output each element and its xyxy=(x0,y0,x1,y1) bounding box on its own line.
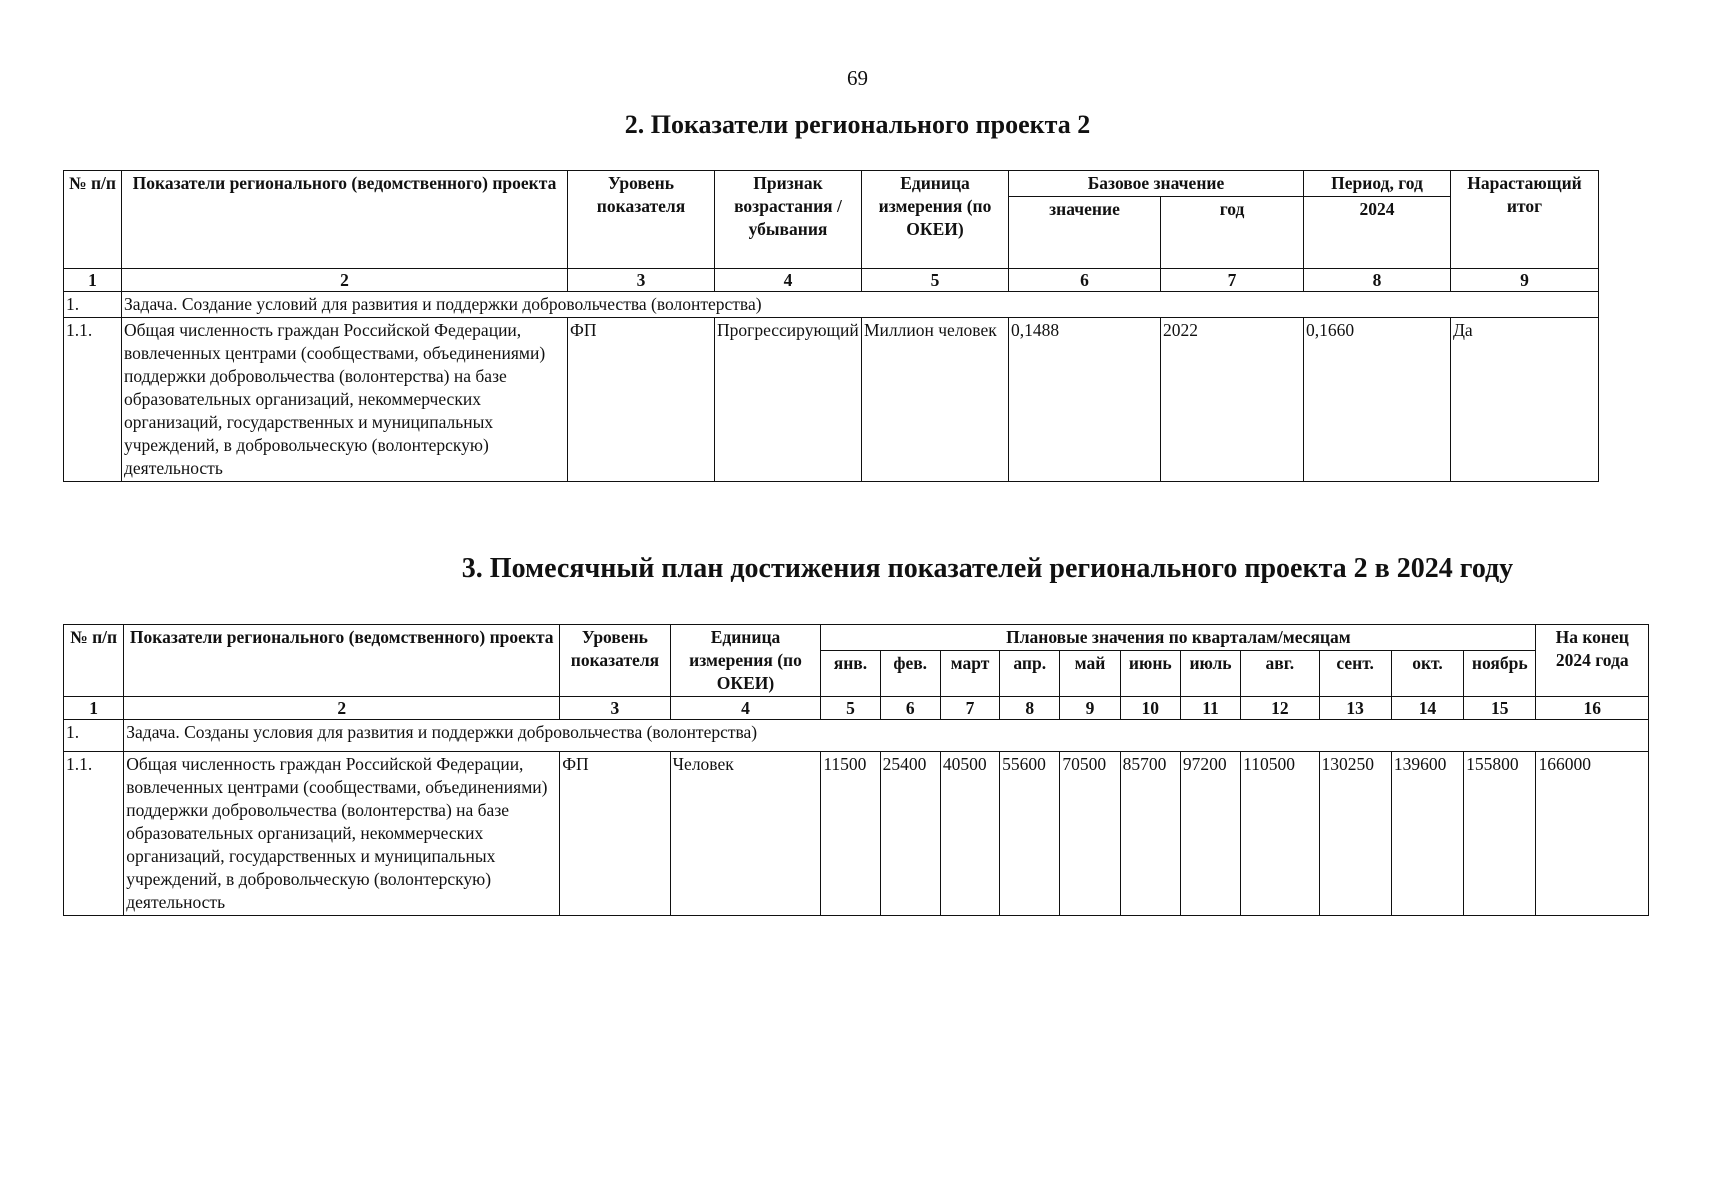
header-month: май xyxy=(1060,651,1120,697)
row-period-value: 0,1660 xyxy=(1304,318,1451,482)
index-cell: 11 xyxy=(1180,697,1240,720)
index-cell: 2 xyxy=(124,697,560,720)
index-cell: 4 xyxy=(670,697,821,720)
index-cell: 16 xyxy=(1536,697,1649,720)
row-num: 1.1. xyxy=(64,752,124,916)
row-indicator: Общая численность граждан Российской Федерации, вовлеченных центрами (сообществами, объединениями) поддержки добровольчества (волонтерства) на базе образовательных организаций, некоммерческих организаций, государственных и муниципальных учреждений, в добровольческую (волонтерскую) деятельность xyxy=(124,752,560,916)
task-row xyxy=(64,292,1599,318)
row-month-value: 155800 xyxy=(1464,752,1536,916)
row-unit: Миллион человек xyxy=(862,318,1009,482)
index-cell: 2 xyxy=(122,269,568,292)
row-level: ФП xyxy=(568,318,715,482)
index-cell: 10 xyxy=(1120,697,1180,720)
header-month: фев. xyxy=(880,651,940,697)
header-end: На конец 2024 года xyxy=(1536,625,1649,697)
header-level: Уровень показателя xyxy=(568,171,715,269)
row-month-value: 25400 xyxy=(880,752,940,916)
index-cell: 3 xyxy=(568,269,715,292)
index-cell: 6 xyxy=(1009,269,1161,292)
row-month-value: 85700 xyxy=(1120,752,1180,916)
row-month-value: 97200 xyxy=(1180,752,1240,916)
index-cell: 6 xyxy=(880,697,940,720)
row-base-value: 0,1488 xyxy=(1009,318,1161,482)
header-month: март xyxy=(940,651,999,697)
index-cell: 5 xyxy=(862,269,1009,292)
header-month: апр. xyxy=(1000,651,1060,697)
header-period-year: 2024 xyxy=(1304,197,1451,269)
index-cell: 8 xyxy=(1000,697,1060,720)
row-cumulative: Да xyxy=(1451,318,1599,482)
header-plan: Плановые значения по кварталам/месяцам xyxy=(821,625,1536,651)
index-cell: 9 xyxy=(1451,269,1599,292)
row-end-value: 166000 xyxy=(1536,752,1649,916)
index-cell: 13 xyxy=(1319,697,1391,720)
header-unit: Единица измерения (по ОКЕИ) xyxy=(862,171,1009,269)
monthly-plan-table xyxy=(63,624,1649,916)
row-level: ФП xyxy=(560,752,670,916)
row-month-value: 139600 xyxy=(1391,752,1463,916)
index-cell: 7 xyxy=(940,697,999,720)
header-level: Уровень показателя xyxy=(560,625,670,697)
row-month-value: 110500 xyxy=(1241,752,1319,916)
task-text: Задача. Создание условий для развития и поддержки добровольчества (волонтерства) xyxy=(122,292,1599,318)
header-cumulative: Нарастающий итог xyxy=(1451,171,1599,269)
header-month: окт. xyxy=(1391,651,1463,697)
header-base-value: значение xyxy=(1009,197,1161,269)
header-month: июль xyxy=(1180,651,1240,697)
index-cell: 1 xyxy=(64,697,124,720)
index-row xyxy=(64,697,1649,720)
index-cell: 9 xyxy=(1060,697,1120,720)
header-num: № п/п xyxy=(64,625,124,697)
header-month: сент. xyxy=(1319,651,1391,697)
header-month: июнь xyxy=(1120,651,1180,697)
index-cell: 12 xyxy=(1241,697,1319,720)
page-number: 69 xyxy=(847,66,868,90)
row-month-value: 11500 xyxy=(821,752,880,916)
indicators-table xyxy=(63,170,1599,482)
header-month: янв. xyxy=(821,651,880,697)
index-cell: 4 xyxy=(715,269,862,292)
index-cell: 7 xyxy=(1161,269,1304,292)
row-month-value: 55600 xyxy=(1000,752,1060,916)
index-cell: 8 xyxy=(1304,269,1451,292)
header-month: ноябрь xyxy=(1464,651,1536,697)
table-row xyxy=(64,752,1649,916)
index-cell: 15 xyxy=(1464,697,1536,720)
row-indicator: Общая численность граждан Российской Федерации, вовлеченных центрами (сообществами, объединениями) поддержки добровольчества (волонтерства) на базе образовательных организаций, некоммерческих организаций, государственных и муниципальных учреждений, в добровольческую (волонтерскую) деятельность xyxy=(122,318,568,482)
header-indicator: Показатели регионального (ведомственного) проекта xyxy=(124,625,560,697)
row-sign: Прогрессирующий xyxy=(715,318,862,482)
section-2-title: 2. Показатели регионального проекта 2 xyxy=(624,110,1091,139)
task-text: Задача. Созданы условия для развития и поддержки добровольчества (волонтерства) xyxy=(124,720,1649,752)
header-base: Базовое значение xyxy=(1009,171,1304,197)
header-base-year: год xyxy=(1161,197,1304,269)
header-period: Период, год xyxy=(1304,171,1451,197)
row-base-year: 2022 xyxy=(1161,318,1304,482)
table-row xyxy=(64,318,1599,482)
index-cell: 5 xyxy=(821,697,880,720)
row-unit: Человек xyxy=(670,752,821,916)
task-num: 1. xyxy=(64,720,124,752)
row-num: 1.1. xyxy=(64,318,122,482)
header-sign: Признак возрастания / убывания xyxy=(715,171,862,269)
row-month-value: 130250 xyxy=(1319,752,1391,916)
task-num: 1. xyxy=(64,292,122,318)
header-month: авг. xyxy=(1241,651,1319,697)
row-month-value: 40500 xyxy=(940,752,999,916)
section-3-title: 3. Помесячный план достижения показателей регионального проекта 2 в 2024 году xyxy=(461,553,1514,584)
index-cell: 1 xyxy=(64,269,122,292)
index-cell: 3 xyxy=(560,697,670,720)
index-row xyxy=(64,269,1599,292)
row-month-value: 70500 xyxy=(1060,752,1120,916)
header-unit: Единица измерения (по ОКЕИ) xyxy=(670,625,821,697)
index-cell: 14 xyxy=(1391,697,1463,720)
task-row xyxy=(64,720,1649,752)
header-indicator: Показатели регионального (ведомственного) проекта xyxy=(122,171,568,269)
header-num: № п/п xyxy=(64,171,122,269)
